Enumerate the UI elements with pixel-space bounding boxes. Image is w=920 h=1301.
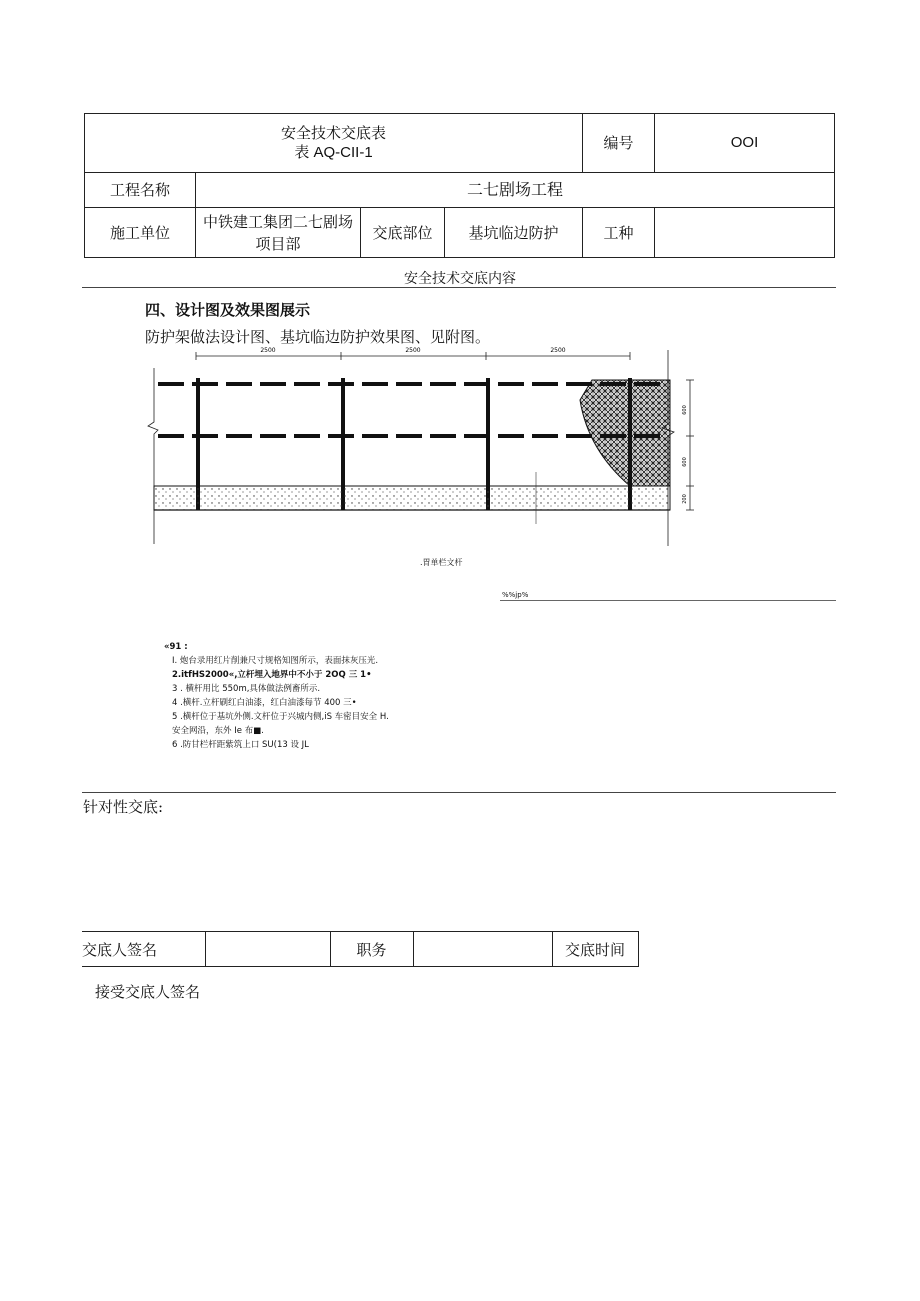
time-label: 交底时间 — [552, 932, 638, 967]
trade-value — [655, 208, 835, 258]
number-label: 编号 — [583, 114, 655, 173]
content-caption: 安全技术交底内容 — [404, 271, 516, 287]
targeted-label: 针对性交底: — [83, 798, 164, 816]
signature-table — [82, 931, 639, 967]
section-heading: 四、设计图及效果图展示 — [145, 301, 311, 319]
guardrail-drawing — [140, 340, 700, 552]
dim-label: 600 — [682, 405, 688, 415]
note-item: I. 炮台录用红片削兼尺寸规格知图所示，表面抹灰压光. — [172, 656, 379, 666]
note-item: 5 .横杆位于基坑外侧.文杆位于兴城内侧,iS 车密目安全 H. — [172, 712, 389, 722]
form-code: 表 AQ-CII-1 — [294, 144, 373, 161]
header-table — [84, 113, 835, 258]
drawing-caption-text: .胃单栏文杆 — [420, 558, 463, 567]
dim-label: 200 — [682, 494, 688, 504]
notes-rule — [82, 792, 836, 793]
note-item: 3 . 横杆用比 550m,具体做法例畜所示. — [172, 684, 321, 694]
unit-value: 中铁建工集团二七剧场项目部 — [196, 208, 361, 258]
drawing-rule — [500, 600, 836, 601]
dim-label: 2500 — [260, 347, 276, 354]
pit-edge-hatch — [580, 380, 670, 486]
dim-label: 2500 — [405, 347, 421, 354]
presenter-signature-field[interactable] — [205, 932, 330, 967]
trade-label: 工种 — [583, 208, 655, 258]
note-item: 2.itfHS2000«,立杆埋入地界中不小于 2OQ 三 1• — [172, 670, 372, 680]
notes-title: «91 : — [164, 642, 188, 652]
dim-label: 2500 — [550, 347, 566, 354]
project-value: 二七剧场工程 — [196, 173, 835, 208]
note-item: 4 .横杆.立杆刷红白油漆，红白油漆每节 400 三• — [172, 698, 357, 708]
caption-rule — [82, 287, 836, 288]
receiver-label: 接受交底人签名 — [95, 983, 201, 1001]
note-item: 6 .防甘栏杆距紫筑上口 SU(13 设 JL — [172, 740, 309, 750]
form-title: 安全技术交底表 — [281, 124, 387, 142]
position-label: 职务 — [330, 932, 413, 967]
unit-label: 施工单位 — [85, 208, 196, 258]
base-curb — [154, 486, 670, 510]
project-label: 工程名称 — [85, 173, 196, 208]
dim-label: 600 — [682, 457, 688, 467]
title-cell — [85, 114, 583, 173]
position-field[interactable] — [413, 932, 552, 967]
number-value: OOI — [655, 114, 835, 173]
footnote-mark: %%jp% — [502, 591, 529, 599]
section-intro: 防护架做法设计图、基坑临边防护效果图、见附图。 — [145, 328, 491, 346]
notes-block — [164, 640, 389, 752]
part-value: 基坑临边防护 — [445, 208, 583, 258]
part-label: 交底部位 — [361, 208, 445, 258]
break-line-left — [148, 368, 158, 544]
note-item: 安全网沿，东外 Ie 布■. — [172, 726, 264, 736]
presenter-label: 交底人签名 — [82, 932, 205, 967]
